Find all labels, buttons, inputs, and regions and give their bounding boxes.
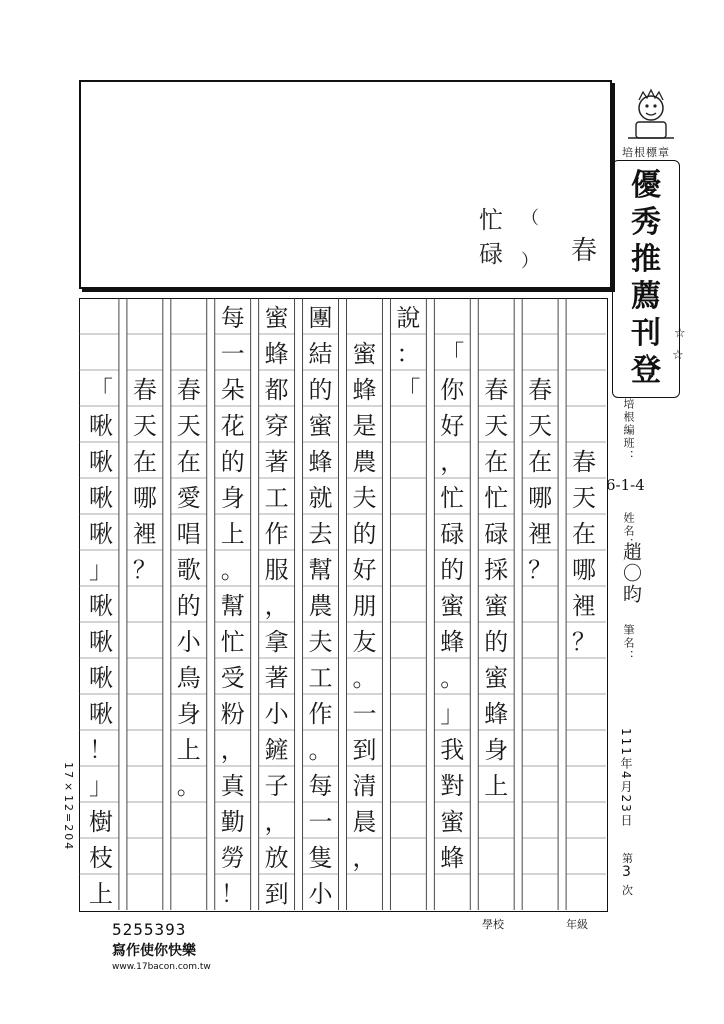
essay-char: 到 [264, 880, 289, 908]
grade-label: 年級 [566, 918, 588, 931]
essay-char: 穿 [264, 412, 289, 440]
essay-char: 著 [264, 448, 289, 476]
essay-char: 著 [264, 664, 289, 692]
essay-char: 友 [352, 628, 377, 656]
stamp-title-char: 薦 [631, 279, 661, 314]
class-label: 培根編班： [622, 398, 635, 463]
essay-char: 。 [440, 664, 465, 692]
essay-char: 哪 [132, 484, 157, 512]
essay-column [393, 300, 423, 408]
essay-char: 春 [572, 448, 597, 476]
page-unit: 次 [622, 884, 633, 897]
essay-char: 的 [484, 628, 509, 656]
essay-char: 小 [264, 700, 289, 728]
pen-name-label: 筆名： [622, 624, 635, 663]
essay-char: 都 [264, 376, 289, 404]
essay-char: 晨 [352, 808, 377, 836]
essay-char: 到 [352, 736, 377, 764]
essay-char: 一 [352, 700, 377, 728]
class-value: 6-1-4 [606, 476, 645, 494]
stamp-title-char: 優 [631, 168, 661, 203]
essay-char: 」 [440, 700, 465, 728]
essay-char: 天 [484, 412, 509, 440]
name-value: 趙〇昀 [620, 542, 642, 605]
essay-char: 啾 [88, 448, 113, 476]
grid-spec-label: 17×12=204 [62, 762, 75, 852]
essay-char: 朋 [352, 592, 377, 620]
essay-column [86, 372, 116, 912]
essay-char: 夫 [308, 628, 333, 656]
side-info-strip [606, 80, 686, 940]
essay-char: ， [264, 808, 289, 836]
essay-char: 裡 [132, 520, 157, 548]
essay-char: 蜜 [484, 592, 509, 620]
essay-char: ， [220, 736, 245, 764]
essay-char: 身 [176, 700, 201, 728]
essay-char: 」 [88, 772, 113, 800]
essay-char: 啾 [88, 628, 113, 656]
essay-char: 。 [220, 556, 245, 584]
essay-char: ！ [220, 880, 245, 908]
essay-column [481, 372, 511, 804]
essay-char: 子 [264, 772, 289, 800]
essay-char: 碌 [484, 520, 509, 548]
essay-char: 蜜 [352, 340, 377, 368]
essay-char: 裡 [528, 520, 553, 548]
essay-char: 啾 [88, 484, 113, 512]
mascot-icon [622, 86, 680, 144]
essay-char: 啾 [88, 592, 113, 620]
essay-char: 碌 [440, 520, 465, 548]
essay-char: 哪 [572, 556, 597, 584]
essay-char: 受 [220, 664, 245, 692]
name-label: 姓名： [622, 512, 635, 551]
teacher-comment-area [81, 82, 610, 287]
essay-char: 啾 [88, 520, 113, 548]
essay-char: 真 [220, 772, 245, 800]
essay-char: 在 [528, 448, 553, 476]
essay-char: 「 [440, 340, 465, 368]
essay-char: ： [396, 340, 421, 368]
essay-char: 蜜 [440, 592, 465, 620]
essay-char: 上 [484, 772, 509, 800]
essay-char: 忙 [220, 628, 245, 656]
essay-char: 春 [176, 376, 201, 404]
essay-column [569, 444, 599, 660]
phone-number: 5255393 [112, 920, 187, 939]
essay-char: 春 [132, 376, 157, 404]
essay-char: 是 [352, 412, 377, 440]
essay-column [130, 372, 160, 588]
essay-char: 小 [176, 628, 201, 656]
stamp-label: 培根標章 [622, 146, 670, 159]
essay-char: 隻 [308, 844, 333, 872]
essay-char: 結 [308, 340, 333, 368]
essay-char: 」 [88, 556, 113, 584]
essay-char: 在 [572, 520, 597, 548]
essay-char: ！ [88, 736, 113, 764]
essay-char: 好 [440, 412, 465, 440]
essay-column [437, 336, 467, 876]
essay-char: 在 [176, 448, 201, 476]
essay-char: 蜂 [308, 448, 333, 476]
essay-char: 團 [308, 304, 333, 332]
essay-char: 每 [308, 772, 333, 800]
comment-char: 忙 [479, 206, 503, 234]
essay-char: 的 [352, 520, 377, 548]
essay-char: 粉 [220, 700, 245, 728]
website: www.17bacon.com.tw [112, 962, 211, 972]
essay-char: 春 [528, 376, 553, 404]
page-label: 第 [622, 852, 633, 865]
page-value: 3 [622, 864, 631, 880]
essay-char: 天 [528, 412, 553, 440]
comment-char: 春 [571, 236, 598, 266]
essay-char: 蜂 [352, 376, 377, 404]
essay-char: 歌 [176, 556, 201, 584]
essay-char: 花 [220, 412, 245, 440]
essay-char: 蜂 [484, 700, 509, 728]
star-icon: ☆ [674, 326, 686, 341]
essay-char: 勞 [220, 844, 245, 872]
essay-char: ， [440, 448, 465, 476]
stamp-title-char: 刊 [631, 316, 661, 351]
essay-char: 夫 [352, 484, 377, 512]
essay-char: 唱 [176, 520, 201, 548]
essay-char: 農 [352, 448, 377, 476]
essay-char: 好 [352, 556, 377, 584]
essay-char: 朵 [220, 376, 245, 404]
essay-char: 啾 [88, 700, 113, 728]
essay-char: 作 [308, 700, 333, 728]
essay-char: 。 [176, 772, 201, 800]
stamp-title-char: 登 [631, 353, 661, 388]
essay-char: 的 [308, 376, 333, 404]
star-icon: ☆ [672, 348, 684, 363]
essay-char: 說 [396, 304, 421, 332]
essay-char: 天 [572, 484, 597, 512]
essay-char: 上 [176, 736, 201, 764]
essay-char: 對 [440, 772, 465, 800]
essay-char: 的 [176, 592, 201, 620]
essay-char: 幫 [220, 592, 245, 620]
essay-char: 。 [308, 736, 333, 764]
essay-char: 天 [132, 412, 157, 440]
essay-char: 天 [176, 412, 201, 440]
slogan: 寫作使你快樂 [112, 943, 196, 959]
essay-char: 就 [308, 484, 333, 512]
essay-char: 忙 [440, 484, 465, 512]
stamp-title-char: 推 [631, 242, 661, 277]
essay-char: 放 [264, 844, 289, 872]
essay-char: 的 [220, 448, 245, 476]
essay-column [262, 300, 292, 912]
essay-char: 一 [220, 340, 245, 368]
essay-column [218, 300, 248, 912]
essay-char: 哪 [528, 484, 553, 512]
essay-char: 作 [264, 520, 289, 548]
stamp-title-char: 秀 [631, 205, 661, 240]
essay-char: ？ [528, 556, 553, 584]
essay-char: 裡 [572, 592, 597, 620]
essay-char: 啾 [88, 664, 113, 692]
essay-char: 枝 [88, 844, 113, 872]
comment-char: （ [521, 208, 539, 229]
essay-char: 啾 [88, 412, 113, 440]
essay-char: ， [264, 592, 289, 620]
essay-column [306, 300, 336, 912]
essay-char: 蜂 [440, 844, 465, 872]
essay-char: 愛 [176, 484, 201, 512]
essay-column [349, 336, 379, 876]
essay-char: 蜜 [440, 808, 465, 836]
essay-char: 上 [88, 880, 113, 908]
essay-char: 上 [220, 520, 245, 548]
essay-char: 幫 [308, 556, 333, 584]
essay-char: 勤 [220, 808, 245, 836]
essay-char: 蜂 [264, 340, 289, 368]
comment-char: 碌 [479, 240, 503, 268]
essay-char: 身 [484, 736, 509, 764]
essay-char: 每 [220, 304, 245, 332]
essay-char: 工 [308, 664, 333, 692]
school-label: 學校 [482, 918, 504, 931]
essay-char: 服 [264, 556, 289, 584]
essay-char: 拿 [264, 628, 289, 656]
essay-char: 你 [440, 376, 465, 404]
essay-char: 蜜 [484, 664, 509, 692]
essay-char: 去 [308, 520, 333, 548]
essay-char: 在 [132, 448, 157, 476]
essay-char: 農 [308, 592, 333, 620]
essay-char: 採 [484, 556, 509, 584]
essay-char: 春 [484, 376, 509, 404]
essay-char: 蜜 [308, 412, 333, 440]
essay-char: 的 [440, 556, 465, 584]
essay-char: 身 [220, 484, 245, 512]
essay-char: 蜜 [264, 304, 289, 332]
essay-char: 小 [308, 880, 333, 908]
essay-char: 蜂 [440, 628, 465, 656]
brand-block [112, 920, 211, 972]
essay-char: 工 [264, 484, 289, 512]
essay-char: 忙 [484, 484, 509, 512]
teacher-comment-box [79, 80, 612, 289]
date-value: 111年4月23日 [619, 728, 633, 828]
essay-char: 「 [88, 376, 113, 404]
essay-char: ？ [132, 556, 157, 584]
comment-char: ） [521, 251, 539, 272]
essay-char: ？ [572, 628, 597, 656]
essay-char: 。 [352, 664, 377, 692]
essay-char: 一 [308, 808, 333, 836]
essay-column [525, 372, 555, 588]
essay-char: 「 [396, 376, 421, 404]
essay-char: 清 [352, 772, 377, 800]
essay-column [174, 336, 204, 804]
essay-char: ， [352, 844, 377, 872]
essay-char: 樹 [88, 808, 113, 836]
essay-char: 鳥 [176, 664, 201, 692]
essay-char: 鏟 [264, 736, 289, 764]
essay-char: 我 [440, 736, 465, 764]
stamp-box [612, 160, 680, 398]
essay-char: 在 [484, 448, 509, 476]
